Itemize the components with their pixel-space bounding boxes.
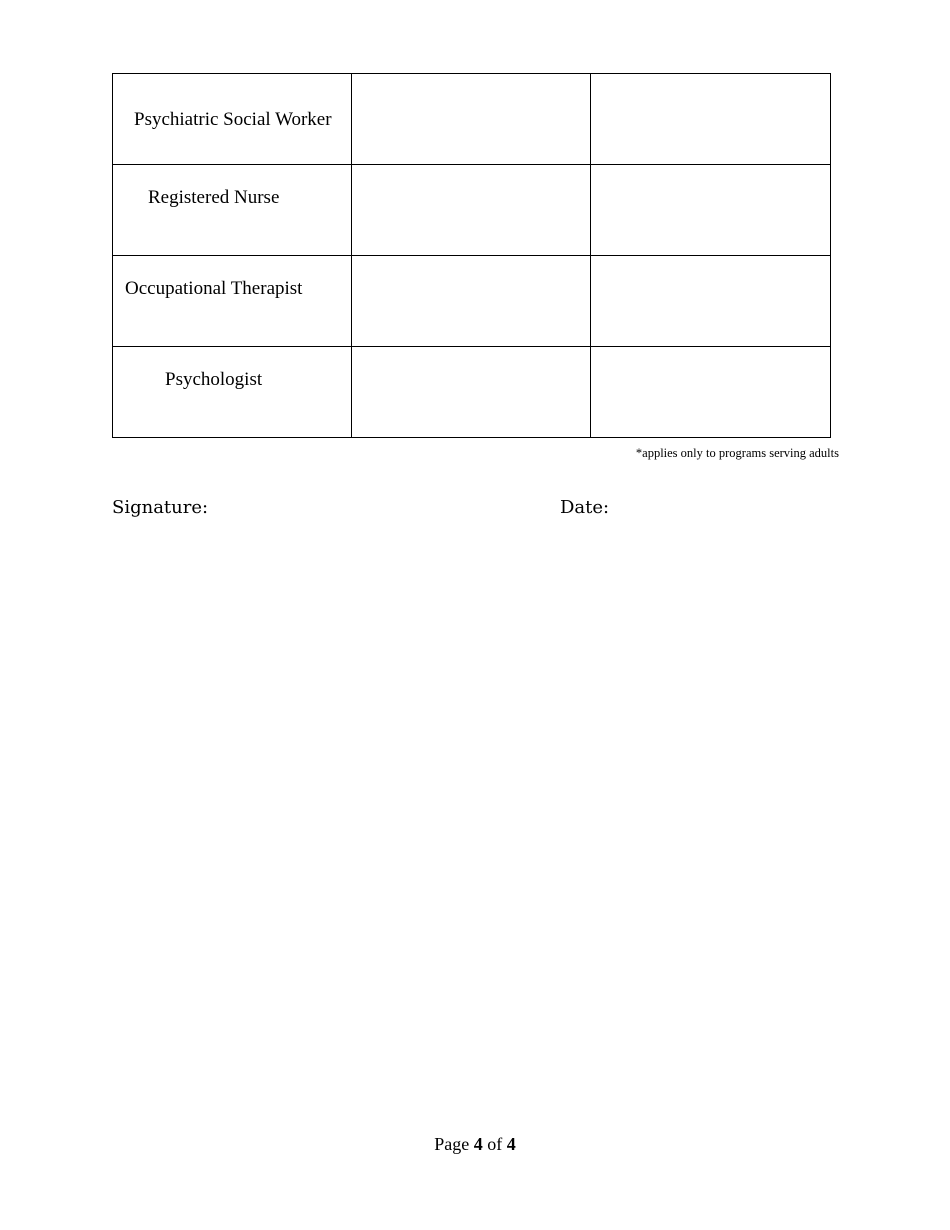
role-label: Occupational Therapist (125, 278, 303, 299)
entry-cell[interactable] (591, 256, 831, 347)
table-row (113, 347, 831, 438)
entry-cell[interactable] (591, 74, 831, 165)
page-total: 4 (506, 1134, 516, 1154)
role-label: Psychologist (165, 369, 263, 390)
role-cell (113, 256, 352, 347)
role-label: Registered Nurse (148, 187, 280, 208)
page-separator: of (487, 1134, 503, 1154)
page-current: 4 (473, 1134, 483, 1154)
page-number (0, 1134, 950, 1155)
role-cell (113, 165, 352, 256)
date-label: Date: (560, 497, 610, 518)
table-row (113, 165, 831, 256)
role-cell (113, 347, 352, 438)
entry-cell[interactable] (591, 347, 831, 438)
table-row (113, 74, 831, 165)
entry-cell[interactable] (352, 165, 591, 256)
staff-table (112, 73, 831, 438)
role-label: Psychiatric Social Worker (134, 109, 332, 130)
role-cell (113, 74, 352, 165)
entry-cell[interactable] (591, 165, 831, 256)
page-prefix: Page (434, 1134, 470, 1154)
entry-cell[interactable] (352, 74, 591, 165)
entry-cell[interactable] (352, 347, 591, 438)
entry-cell[interactable] (352, 256, 591, 347)
table-row (113, 256, 831, 347)
footnote: *applies only to programs serving adults (635, 446, 839, 460)
signature-label: Signature: (112, 497, 209, 518)
